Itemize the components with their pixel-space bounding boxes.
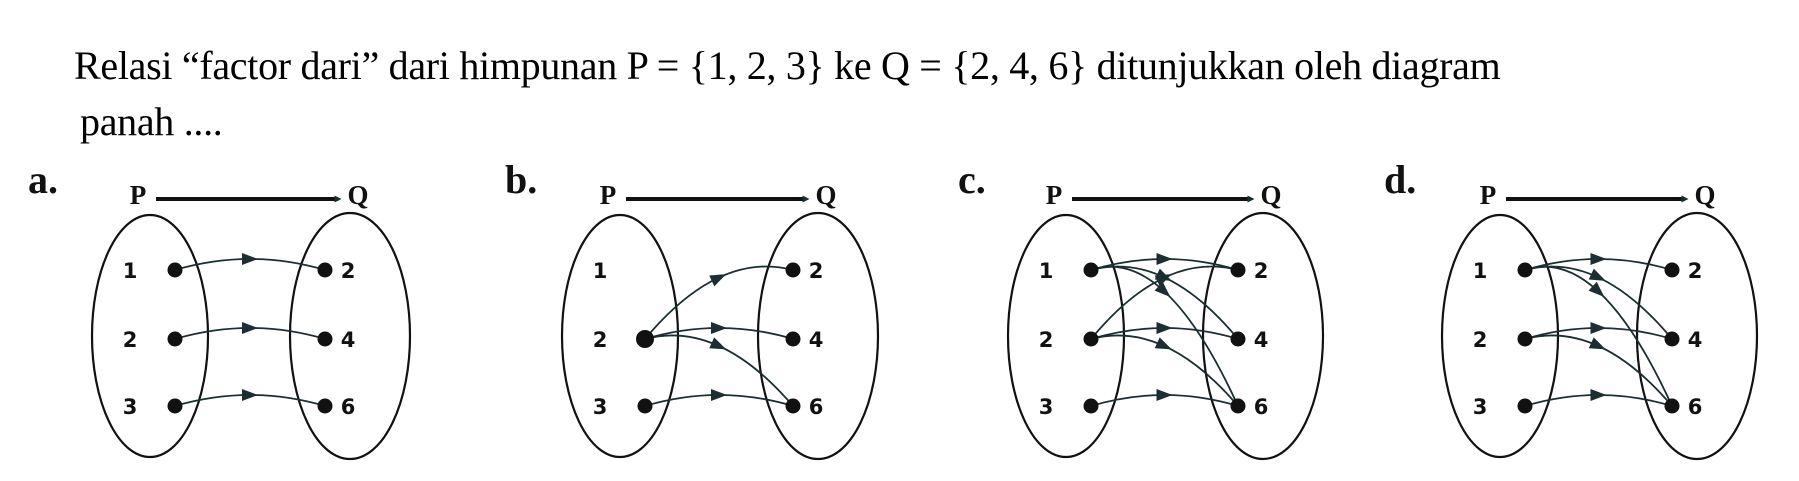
p-element-label: 1 — [1472, 259, 1488, 283]
q-element-label: 6 — [340, 395, 356, 419]
p-element-label: 3 — [122, 395, 138, 419]
mapping-arrowhead — [1591, 389, 1607, 401]
option-4-diagram — [1442, 199, 1757, 459]
mapping-arrowhead — [1157, 253, 1173, 265]
q-element-label: 4 — [1253, 328, 1269, 352]
option-3-diagram — [1008, 199, 1323, 459]
set-p-label: P — [129, 180, 147, 210]
mapping-arrowhead — [1155, 269, 1175, 287]
option-2-diagram — [562, 199, 878, 459]
q-element-label: 6 — [1253, 395, 1269, 419]
question-line-2: panah .... — [80, 99, 223, 144]
p-element-dot — [168, 332, 183, 347]
mapping-arrowhead — [1591, 322, 1607, 334]
q-element-dot — [1231, 263, 1246, 278]
set-p-ellipse — [92, 215, 208, 457]
set-q-label: Q — [1694, 180, 1716, 210]
q-element-dot — [786, 399, 801, 414]
p-element-dot — [1084, 399, 1099, 414]
q-element-dot — [1231, 399, 1246, 414]
q-element-dot — [1665, 332, 1680, 347]
q-element-label: 2 — [1253, 259, 1269, 283]
mapping-arrowhead — [242, 253, 258, 265]
mapping-arrowhead — [1157, 389, 1173, 401]
p-element-dot — [1084, 332, 1099, 347]
q-element-dot — [1665, 399, 1680, 414]
set-p-label: P — [599, 180, 617, 210]
set-p-label: P — [1045, 180, 1063, 210]
mapping-arrowhead — [1157, 322, 1173, 334]
option-label: c. — [958, 157, 986, 202]
set-p-label: P — [1479, 180, 1497, 210]
mapping-arrowhead — [242, 322, 258, 334]
q-element-dot — [318, 263, 333, 278]
q-element-dot — [1665, 263, 1680, 278]
p-element-dot — [1518, 332, 1533, 347]
mapping-arrowhead — [1589, 337, 1609, 355]
p-element-dot — [638, 399, 653, 414]
p-element-dot — [168, 399, 183, 414]
q-element-label: 4 — [1687, 328, 1703, 352]
mapping-arrowhead — [1155, 337, 1175, 355]
mapping-arrowhead — [711, 389, 727, 401]
mapping-arrowhead — [709, 337, 729, 355]
set-q-label: Q — [1260, 180, 1282, 210]
set-q-label: Q — [815, 180, 837, 210]
p-element-dot — [636, 330, 654, 348]
option-label: b. — [505, 157, 538, 202]
q-element-label: 6 — [808, 395, 824, 419]
q-element-label: 2 — [340, 259, 356, 283]
p-element-label: 2 — [592, 328, 608, 352]
p-element-label: 2 — [1472, 328, 1488, 352]
p-element-label: 3 — [592, 395, 608, 419]
p-element-label: 3 — [1038, 395, 1054, 419]
mapping-arrowhead — [1589, 269, 1609, 287]
q-element-dot — [786, 332, 801, 347]
q-element-dot — [786, 263, 801, 278]
set-q-label: Q — [347, 180, 369, 210]
mapping-arrowhead — [711, 322, 727, 334]
p-element-label: 2 — [122, 328, 138, 352]
p-element-dot — [1518, 263, 1533, 278]
question-line-1: Relasi “factor dari” dari himpunan P = {1, 2, 3} ke Q = {2, 4, 6} ditunjukkan oleh diagram — [74, 43, 1501, 88]
p-element-dot — [1518, 399, 1533, 414]
q-element-label: 4 — [340, 328, 356, 352]
p-element-dot — [168, 263, 183, 278]
p-element-dot — [1084, 263, 1099, 278]
q-element-label: 2 — [808, 259, 824, 283]
q-element-dot — [318, 332, 333, 347]
p-element-label: 1 — [122, 259, 138, 283]
option-label: d. — [1384, 157, 1417, 202]
q-element-label: 6 — [1687, 395, 1703, 419]
q-element-label: 4 — [808, 328, 824, 352]
p-element-label: 2 — [1038, 328, 1054, 352]
mapping-arrowhead — [1591, 253, 1607, 265]
mapping-arrowhead — [242, 389, 258, 401]
q-element-dot — [318, 399, 333, 414]
p-element-label: 3 — [1472, 395, 1488, 419]
mapping-arrowhead — [709, 269, 729, 287]
p-element-label: 1 — [592, 259, 608, 283]
option-label: a. — [28, 157, 58, 202]
p-element-label: 1 — [1038, 259, 1054, 283]
q-element-dot — [1231, 332, 1246, 347]
q-element-label: 2 — [1687, 259, 1703, 283]
option-1-diagram — [92, 199, 410, 459]
